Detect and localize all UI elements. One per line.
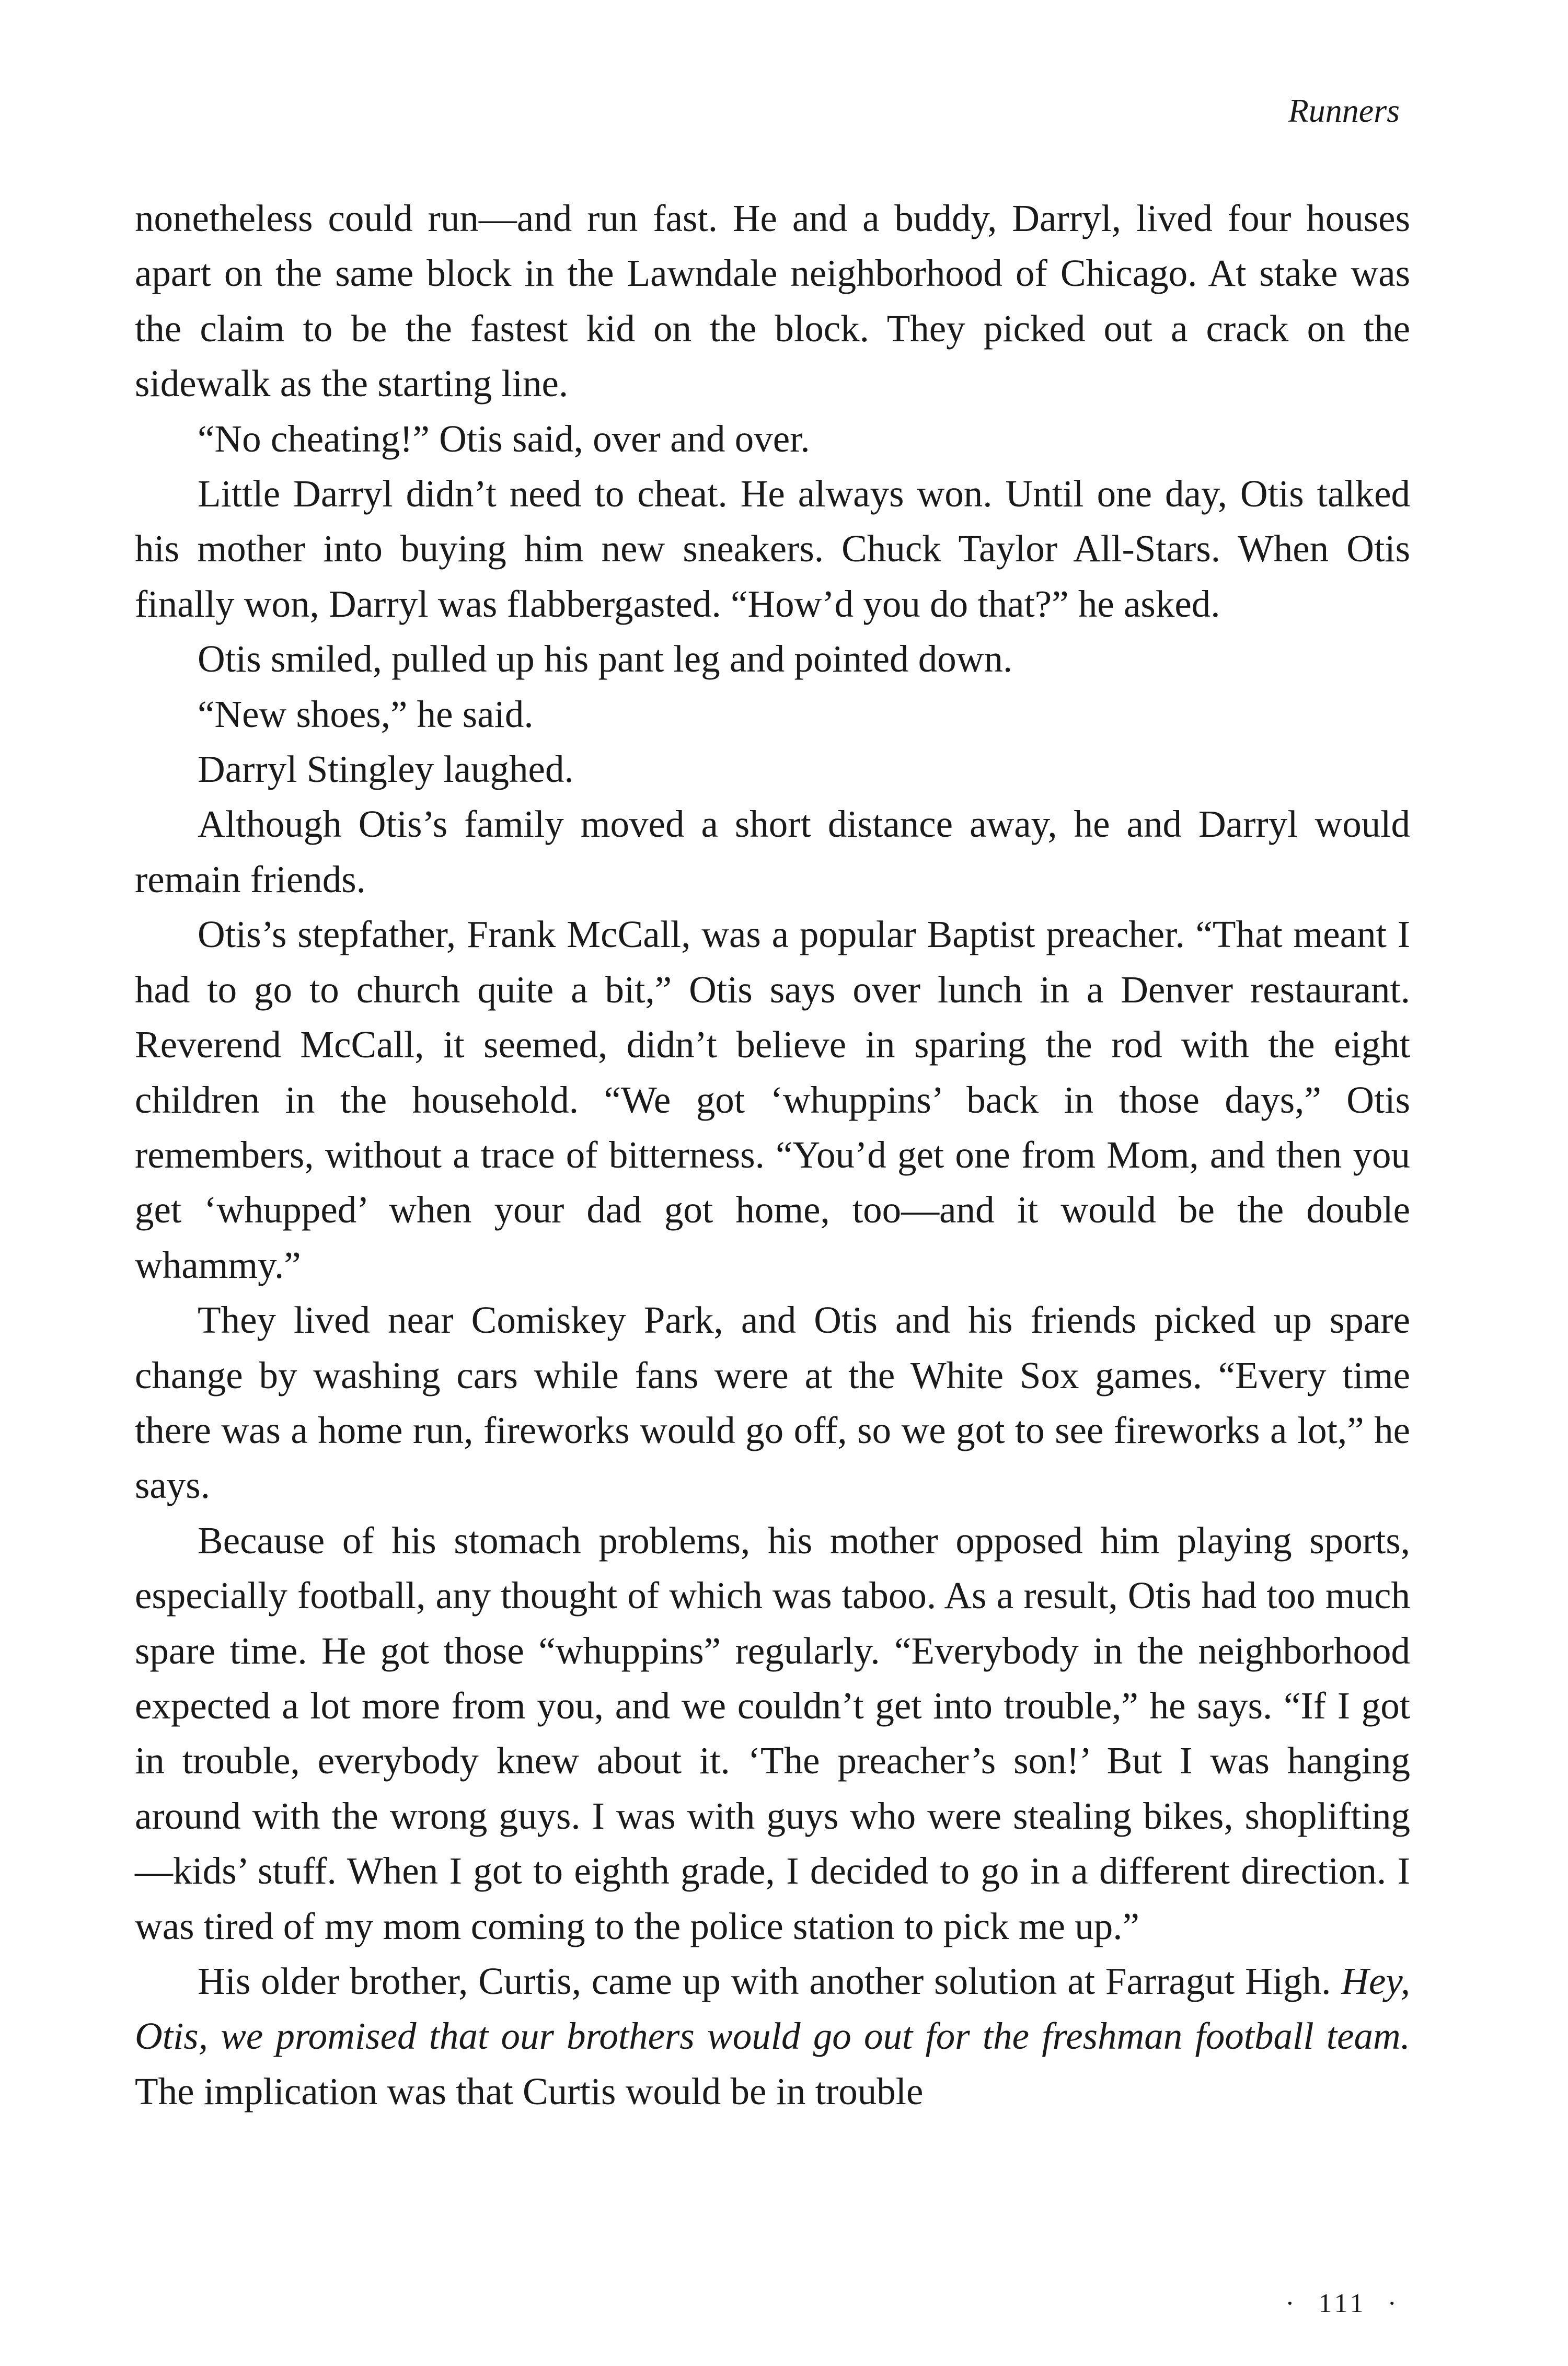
paragraph: Little Darryl didn’t need to cheat. He always won. Until one day, Otis talked his mother into buying him new sneakers. Chuck Taylor All-Stars. When Otis finally won, Darryl was flabbergasted. “How’d you do that?” he asked. — [135, 472, 1410, 625]
folio-dot: · — [1285, 2289, 1298, 2318]
italic-quote: Hey, Otis, we promised that our brothers would go out for the freshman football team. — [135, 1960, 1410, 2058]
paragraph: Although Otis’s family moved a short distance away, he and Darryl would remain friends. — [135, 803, 1410, 901]
paragraph: Darryl Stingley laughed. — [198, 748, 574, 791]
paragraph: Otis’s stepfather, Frank McCall, was a popular Baptist preacher. “That meant I had to go to church quite a bit,” Otis says over lunch in a Denver restaurant. Reverend McCall, it seemed, didn’t believe in sparing the rod with the eight children in the household. “We got ‘whuppins’ back in those days,” Otis remembers, without a trace of bitterness. “You’d get one from Mom, and then you get ‘whupped’ when your dad got home, too—and it would be the double whammy.” — [135, 913, 1410, 1286]
page-number: 111 — [1318, 2289, 1367, 2318]
page-footer — [1264, 2288, 1421, 2319]
paragraph-text: His older brother, Curtis, came up with another solution at Farragut High. — [198, 1960, 1342, 2002]
paragraph-text: The implication was that Curtis would be in trouble — [135, 2070, 924, 2113]
body-text — [135, 191, 1410, 2119]
paragraph: They lived near Comiskey Park, and Otis and his friends picked up spare change by washing cars while fans were at the White Sox games. “Every time there was a home run, fireworks would go off, so we got to see fireworks a lot,” he says. — [135, 1299, 1410, 1507]
folio-dot: · — [1387, 2289, 1400, 2318]
paragraph: Otis smiled, pulled up his pant leg and pointed down. — [198, 638, 1013, 680]
paragraph: Because of his stomach problems, his mother opposed him playing sports, especially football, any thought of which was taboo. As a result, Otis had too much spare time. He got those “whuppins” regularly. “Everybody in the neighborhood expected a lot more from you, and we couldn’t get into trouble,” he says. “If I got in trouble, everybody knew about it. ‘The preacher’s son!’ But I was hanging around with the wrong guys. I was with guys who were stealing bikes, shoplifting—kids’ stuff. When I got to eighth grade, I decided to go in a different direction. I was tired of my mom coming to the police station to pick me up.” — [135, 1519, 1410, 1947]
running-head: Runners — [1288, 92, 1400, 129]
paragraph-last — [135, 1954, 1410, 2119]
paragraph: “New shoes,” he said. — [198, 693, 534, 735]
paragraph: “No cheating!” Otis said, over and over. — [198, 417, 810, 460]
paragraph: nonetheless could run—and run fast. He and a buddy, Darryl, lived four houses apart on the same block in the Lawndale neighborhood of Chicago. At stake was the claim to be the fastest kid on the block. They picked out a crack on the sidewalk as the starting line. — [135, 197, 1410, 405]
